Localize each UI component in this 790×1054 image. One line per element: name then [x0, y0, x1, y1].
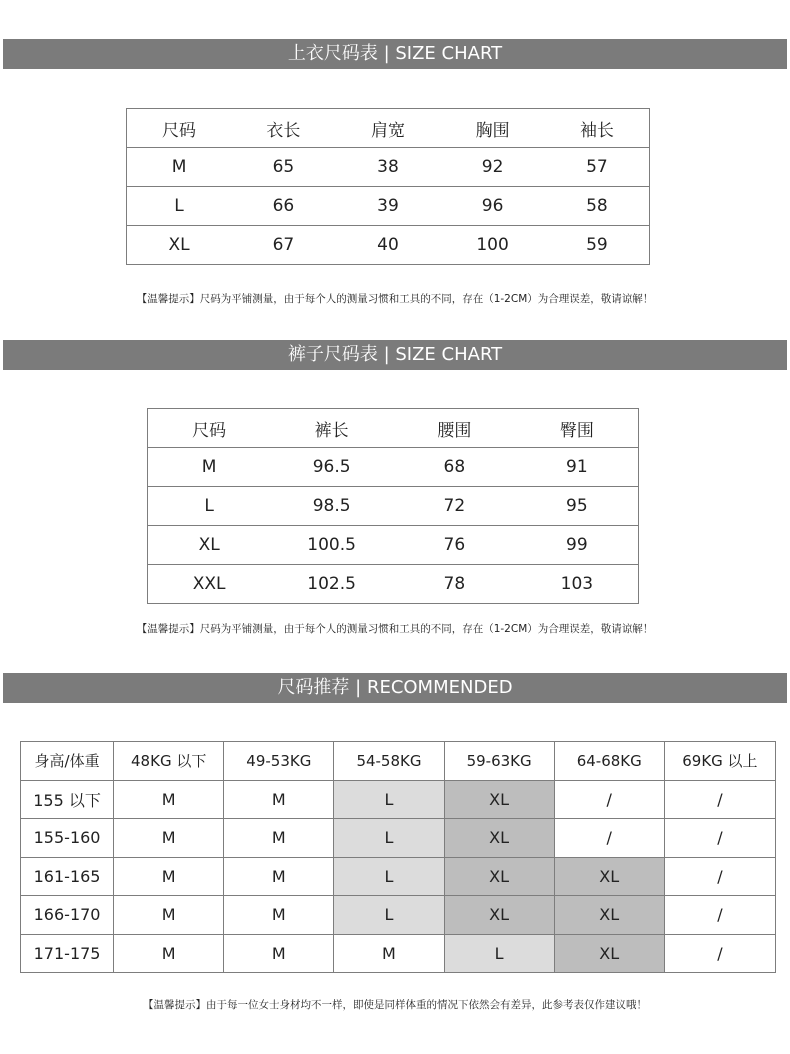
table-cell: 57: [545, 148, 650, 187]
table-cell: L: [334, 819, 444, 858]
table-cell: M: [334, 934, 444, 973]
table-cell: XL: [444, 819, 554, 858]
column-header: 肩宽: [336, 109, 441, 148]
column-header: 腰围: [393, 409, 516, 448]
table-cell: XL: [444, 780, 554, 819]
table-cell: XL: [148, 526, 271, 565]
table-cell: /: [664, 780, 775, 819]
table-cell: 96.5: [270, 448, 393, 487]
table-cell: /: [664, 819, 775, 858]
table-cell: 92: [440, 148, 545, 187]
table-cell: /: [554, 780, 664, 819]
table-row: [127, 226, 650, 265]
table-cell: L: [334, 896, 444, 935]
table-cell: 166-170: [21, 896, 114, 935]
pants-size-table: [147, 408, 639, 604]
table-cell: 91: [516, 448, 639, 487]
table-cell: 98.5: [270, 487, 393, 526]
table-cell: 171-175: [21, 934, 114, 973]
table-cell: M: [114, 780, 224, 819]
column-header: 64-68KG: [554, 742, 664, 781]
table-cell: XL: [127, 226, 232, 265]
table-cell: 68: [393, 448, 516, 487]
table-cell: 38: [336, 148, 441, 187]
table-header-row: [148, 409, 639, 448]
column-header: 48KG 以下: [114, 742, 224, 781]
table-cell: XL: [554, 857, 664, 896]
table-row: [21, 934, 776, 973]
table-cell: M: [114, 896, 224, 935]
table-cell: 103: [516, 565, 639, 604]
table-row: [148, 448, 639, 487]
table-cell: 40: [336, 226, 441, 265]
table-cell: 65: [231, 148, 336, 187]
table-cell: 99: [516, 526, 639, 565]
table-cell: M: [114, 857, 224, 896]
column-header: 69KG 以上: [664, 742, 775, 781]
table-row: [148, 565, 639, 604]
table-cell: M: [224, 857, 334, 896]
table-cell: 58: [545, 187, 650, 226]
recommended-size-table: [20, 741, 776, 973]
table-row: [21, 819, 776, 858]
table-cell: M: [224, 934, 334, 973]
table-row: [127, 148, 650, 187]
column-header: 衣长: [231, 109, 336, 148]
table-cell: 102.5: [270, 565, 393, 604]
column-header: 袖长: [545, 109, 650, 148]
column-header: 身高/体重: [21, 742, 114, 781]
table-cell: 100.5: [270, 526, 393, 565]
table-cell: 76: [393, 526, 516, 565]
table-cell: L: [148, 487, 271, 526]
table-cell: 59: [545, 226, 650, 265]
table-row: [21, 857, 776, 896]
table-cell: M: [127, 148, 232, 187]
table-cell: M: [148, 448, 271, 487]
table-cell: /: [554, 819, 664, 858]
tops-size-chart-banner: 上衣尺码表 | SIZE CHART: [3, 39, 787, 69]
table-cell: 72: [393, 487, 516, 526]
table-cell: M: [114, 819, 224, 858]
table-cell: XL: [444, 857, 554, 896]
table-cell: L: [444, 934, 554, 973]
table-cell: 67: [231, 226, 336, 265]
table-cell: 95: [516, 487, 639, 526]
tops-size-table: [126, 108, 650, 265]
column-header: 尺码: [127, 109, 232, 148]
table-cell: 39: [336, 187, 441, 226]
table-header-row: [127, 109, 650, 148]
table-row: [127, 187, 650, 226]
table-cell: L: [334, 857, 444, 896]
table-cell: /: [664, 857, 775, 896]
table-cell: 100: [440, 226, 545, 265]
column-header: 尺码: [148, 409, 271, 448]
column-header: 59-63KG: [444, 742, 554, 781]
table-cell: XL: [444, 896, 554, 935]
pants-size-chart-banner: 裤子尺码表 | SIZE CHART: [3, 340, 787, 370]
table-cell: 155 以下: [21, 780, 114, 819]
column-header: 臀围: [516, 409, 639, 448]
table-cell: XL: [554, 896, 664, 935]
table-cell: L: [127, 187, 232, 226]
recommended-size-banner: 尺码推荐 | RECOMMENDED: [3, 673, 787, 703]
table-cell: /: [664, 934, 775, 973]
table-cell: XL: [554, 934, 664, 973]
column-header: 胸围: [440, 109, 545, 148]
table-row: [148, 526, 639, 565]
table-cell: XXL: [148, 565, 271, 604]
table-header-row: [21, 742, 776, 781]
table-cell: M: [114, 934, 224, 973]
table-cell: M: [224, 780, 334, 819]
table-cell: /: [664, 896, 775, 935]
table-cell: 66: [231, 187, 336, 226]
recommended-note: 【温馨提示】由于每一位女士身材均不一样，即使是同样体重的情况下依然会有差异，此参考表仅作建议哦！: [143, 999, 647, 1011]
table-cell: 96: [440, 187, 545, 226]
table-row: [148, 487, 639, 526]
table-row: [21, 896, 776, 935]
column-header: 49-53KG: [224, 742, 334, 781]
table-cell: 78: [393, 565, 516, 604]
table-cell: M: [224, 896, 334, 935]
column-header: 裤长: [270, 409, 393, 448]
table-cell: 161-165: [21, 857, 114, 896]
table-row: [21, 780, 776, 819]
column-header: 54-58KG: [334, 742, 444, 781]
table-cell: M: [224, 819, 334, 858]
pants-measurement-note: 【温馨提示】尺码为平铺测量，由于每个人的测量习惯和工具的不同，存在（1-2CM）为合理误差，敬请谅解！: [136, 623, 654, 635]
table-cell: L: [334, 780, 444, 819]
tops-measurement-note: 【温馨提示】尺码为平铺测量，由于每个人的测量习惯和工具的不同，存在（1-2CM）为合理误差，敬请谅解！: [136, 293, 654, 305]
table-cell: 155-160: [21, 819, 114, 858]
